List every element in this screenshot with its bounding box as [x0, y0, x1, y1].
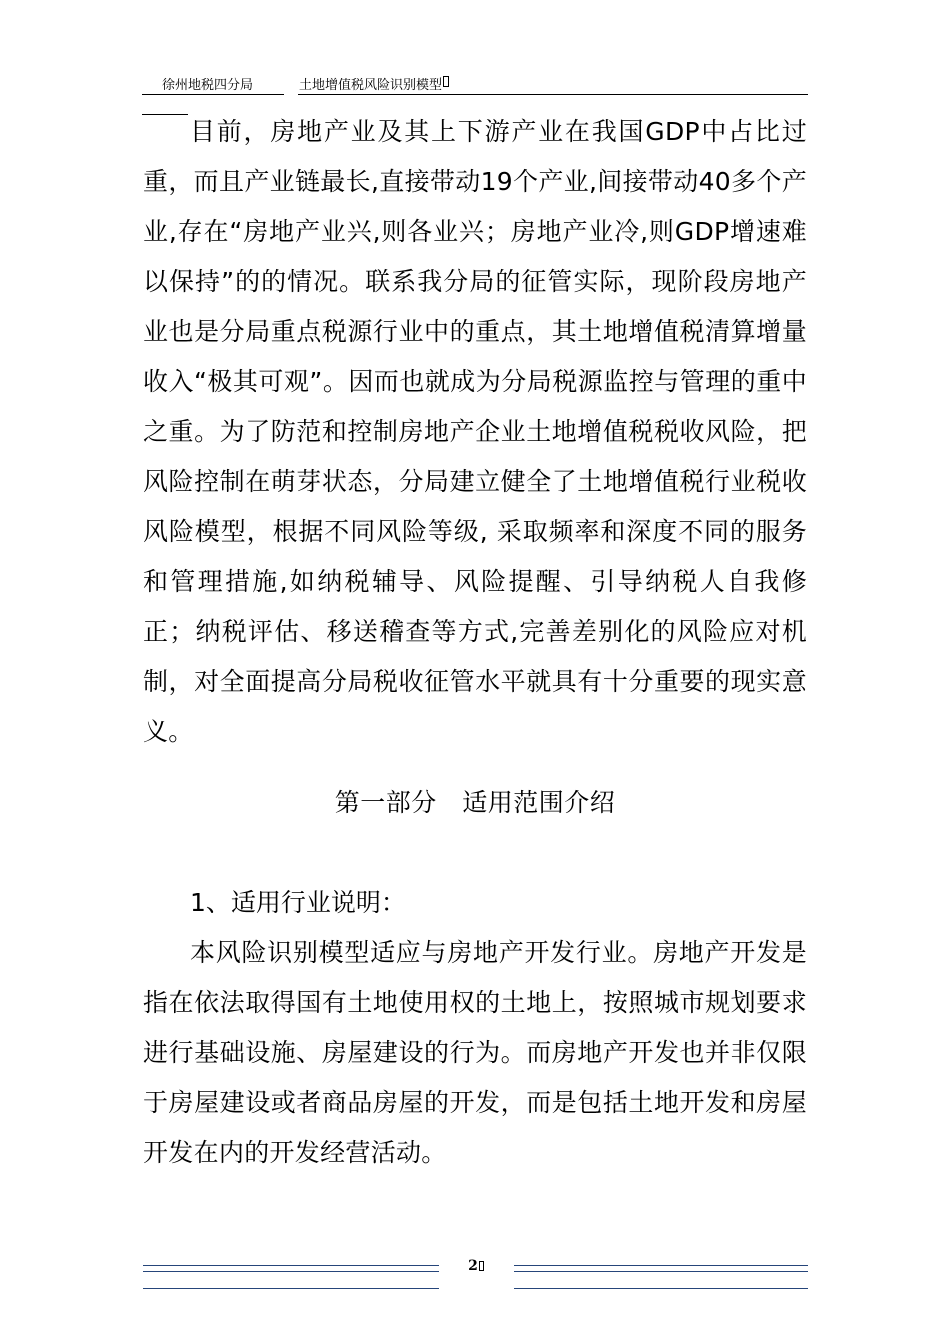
header-rule-gap — [284, 91, 298, 97]
header-doc-title — [299, 76, 449, 96]
page-number — [440, 1257, 512, 1275]
footer-rule-left-top — [143, 1265, 439, 1266]
missing-glyph-icon — [443, 76, 449, 87]
header-org: 徐州地税四分局 — [162, 78, 254, 93]
page-number-text: 2 — [468, 1258, 478, 1274]
footer-rule-right-mid — [514, 1271, 808, 1272]
footer-rule-right-top — [514, 1265, 808, 1266]
section-subheading: 1、适用行业说明： — [190, 888, 406, 917]
footer-rule-left-bottom — [143, 1288, 439, 1289]
section-paragraph: 本风险识别模型适应与房地产开发行业。房地产开发是指在依法取得国有土地使用权的土地上，按照城市规划要求进行基础设施、房屋建设的行为。而房地产开发也并非仅限于房屋建设或者商品房屋的开发，而是包括土地开发和房屋开发在内的开发经营活动。 — [143, 938, 807, 1167]
intro-paragraph: 目前，房地产业及其上下游产业在我国GDP中占比过重，而且产业链最长,直接带动19个产业,间接带动40多个产业,存在“房地产业兴,则各业兴；房地产业冷,则GDP增速难以保持”的的情况。联系我分局的征管实际，现阶段房地产业也是分局重点税源行业中的重点，其土地增值税清算增量收入“极其可观”。因而也就成为分局税源监控与管理的重中之重。为了防范和控制房地产企业土地增值税税收风险，把风险控制在萌芽状态，分局建立健全了土地增值税行业税收风险模型，根据不同风险等级, 采取频率和深度不同的服务和管理措施,如纳税辅导、风险提醒、引导纳税人自我修正；纳税评估、移送稽查等方式,完善差别化的风险应对机制，对全面提高分局税收征管水平就具有十分重要的现实意义。 — [143, 117, 807, 746]
page-header — [142, 76, 808, 96]
header-rule — [142, 94, 808, 95]
section-title: 第一部分 适用范围介绍 — [334, 788, 616, 817]
header-title-text: 土地增值税风险识别模型 — [299, 78, 443, 93]
footer-rule-right-bottom — [514, 1288, 808, 1289]
footer-rule-left-mid — [143, 1271, 439, 1272]
missing-glyph-icon — [479, 1261, 484, 1271]
